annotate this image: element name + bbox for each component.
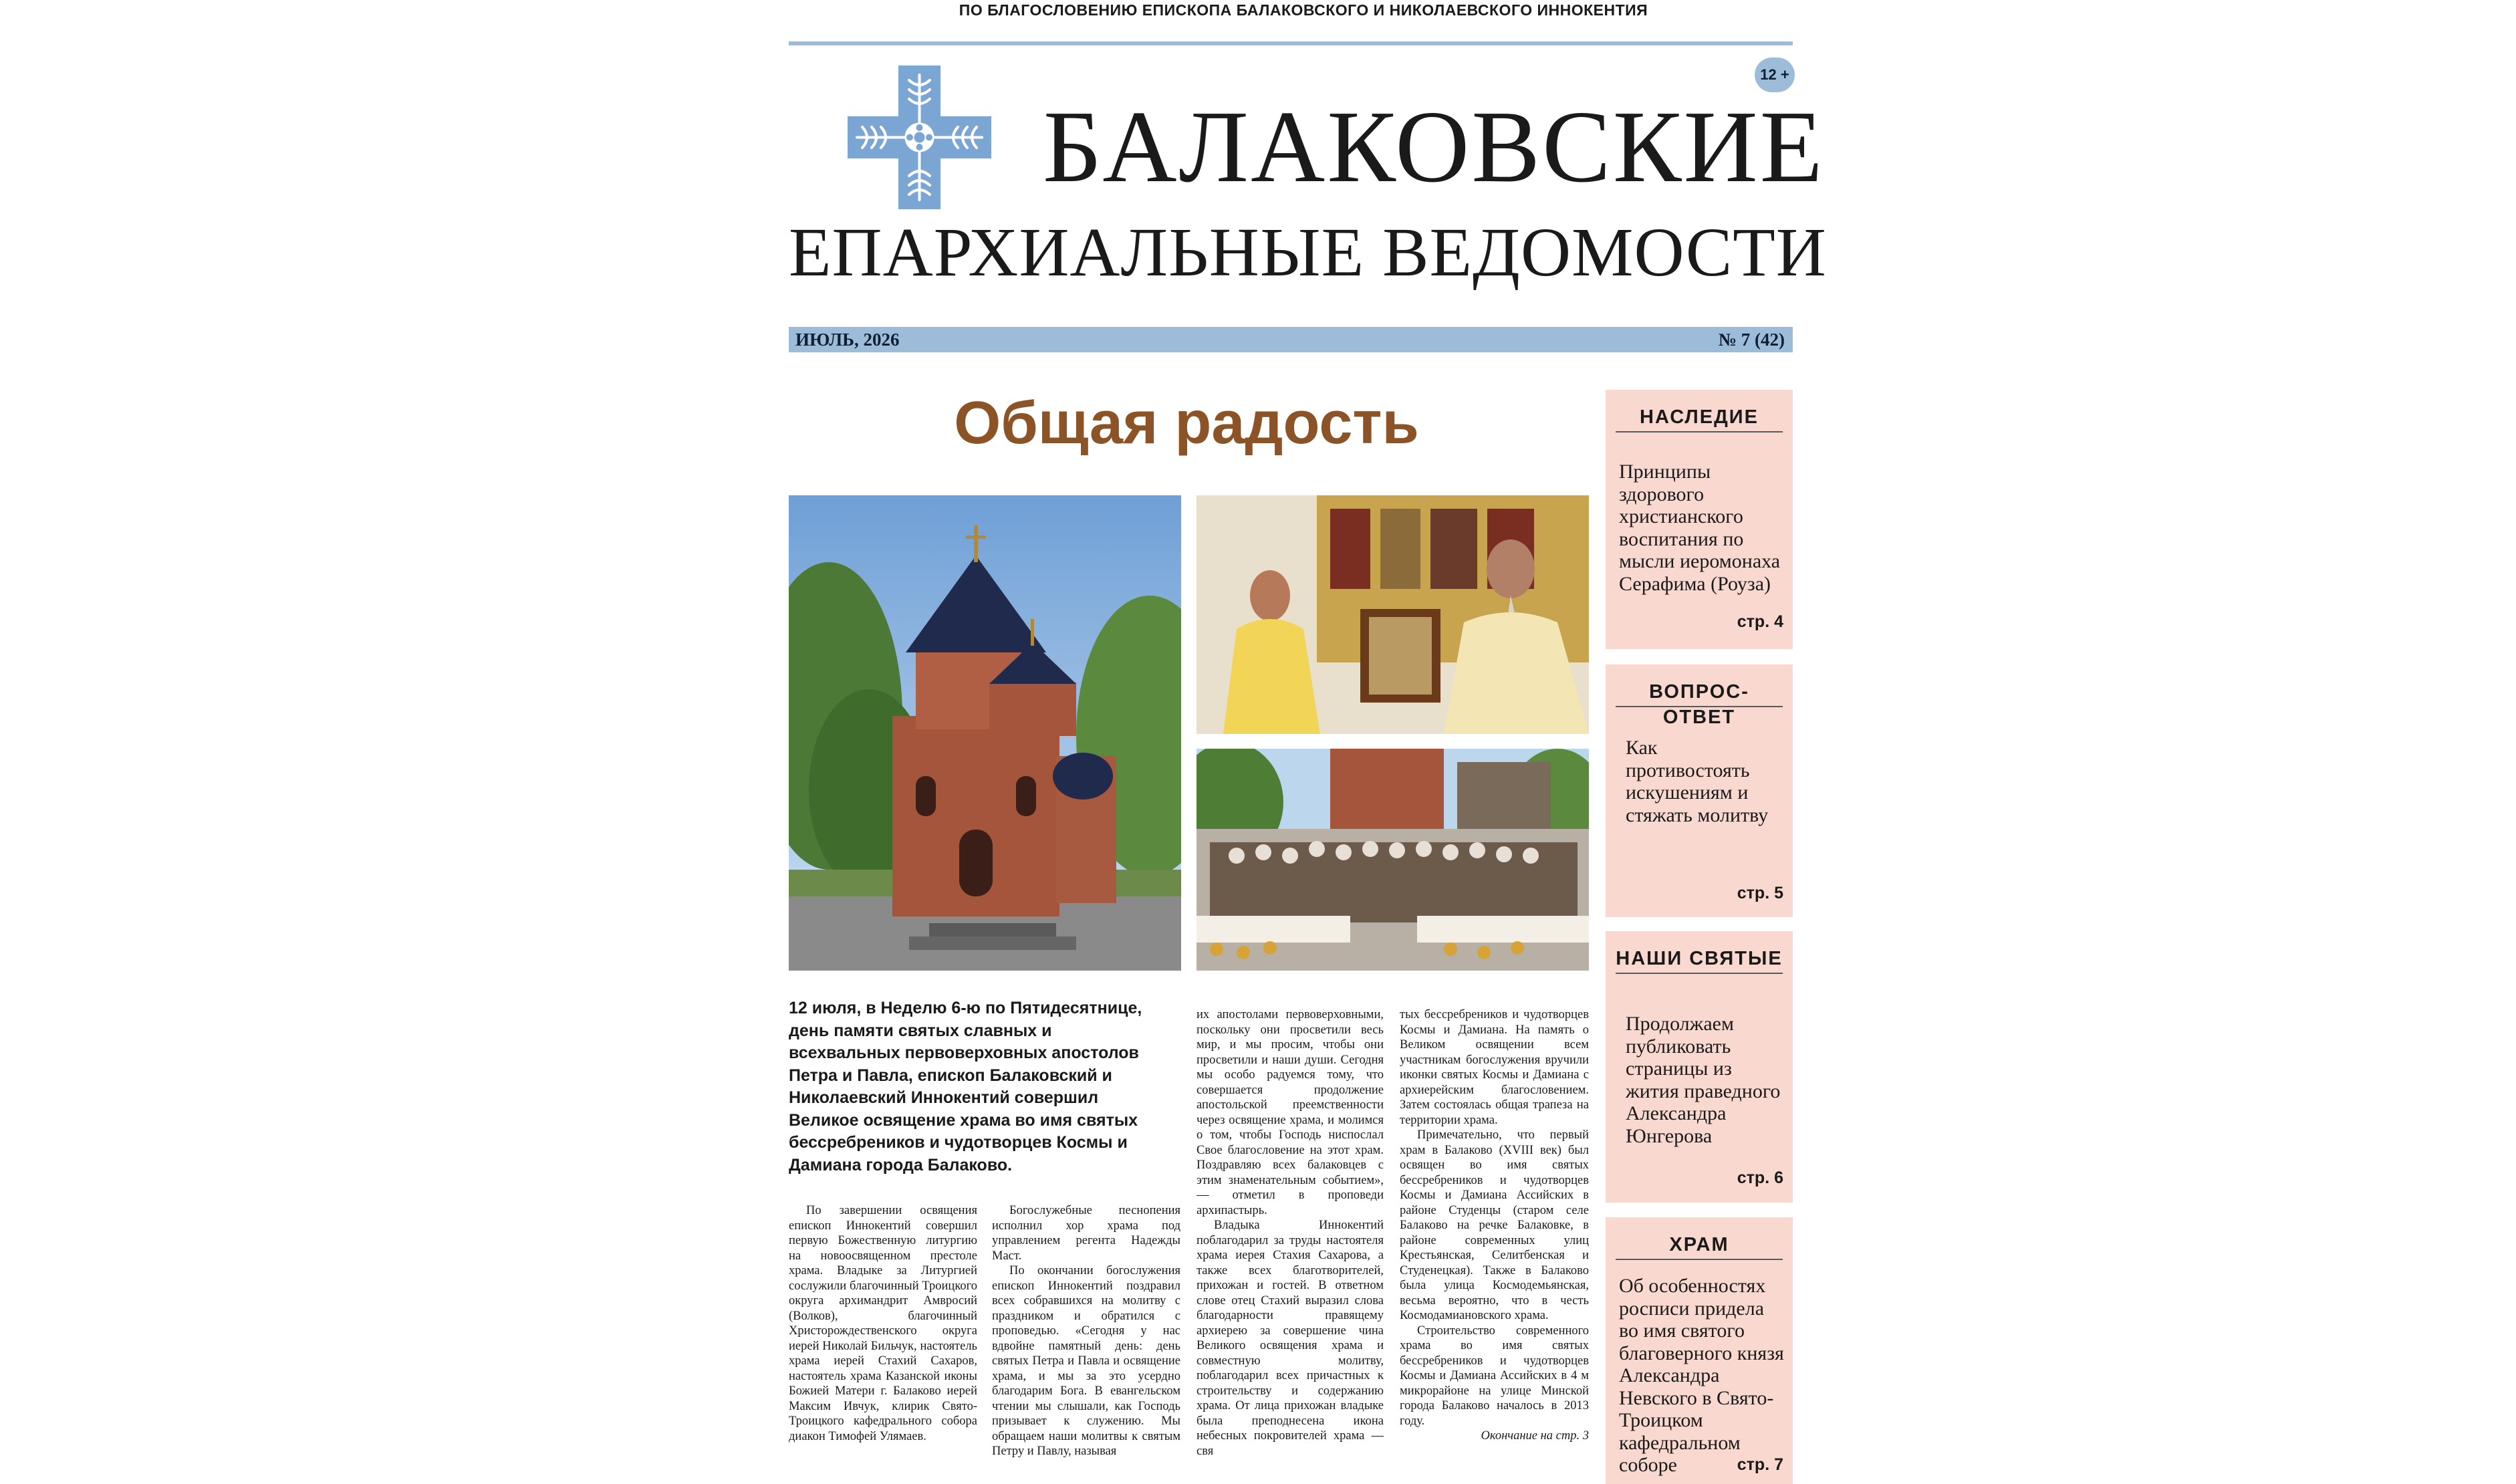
masthead-title-line1: БАЛАКОВСКИЕ [1043, 90, 1825, 204]
sidebar-heading: ХРАМ [1616, 1232, 1783, 1260]
sidebar-text: Об особенностях росписи придела во имя святого благоверного князя Александра Невского в Свято-Троицком кафедральном соборе [1619, 1275, 1784, 1476]
issue-number: № 7 (42) [1718, 330, 1785, 350]
article-column-1 [789, 1203, 977, 1484]
sidebar-heading: НАСЛЕДИЕ [1616, 404, 1783, 432]
sidebar-heading: ВОПРОС-ОТВЕТ [1616, 679, 1783, 707]
sidebar-teaser-heritage[interactable] [1606, 390, 1793, 649]
paragraph: Строительство современного храма во имя святых бессребреников и чудотворцев Космы и Дамиана Ассийских в 4 м микрорайоне на улице Минской города Балаково началось в 2013 году. [1400, 1324, 1589, 1428]
paragraph: Примечательно, что первый храм в Балаково (XVIII век) был освящен во имя святых бессребреников и чудотворцев Космы и Дамиана Ассийских в районе Студенцы (старом селе Балаково на речке Балаковке, в районе современных улиц Крестьянская, Селитбенская и Студенецкая). Также в Балаково была улица Космодемьянская, весьма вероятно, что в честь Космодамиановского храма. [1400, 1128, 1589, 1322]
church-photo [789, 495, 1181, 971]
paragraph: их апостолами первоверховными, поскольку они просветили весь мир, и мы просим, чтобы они просветили и наши души. Сегодня мы особо радуемся тому, что совершается продолжение апостольской преемственности через освящение храма, и молимся о том, чтобы Господь ниспослал Свое благословение на этот храм. Поздравляю всех балаковцев с этим знаменательным событием», — отметил в проповеди архипастырь. [1197, 1008, 1384, 1217]
paragraph: Владыка Иннокентий поблагодарил за труды настоятеля храма иерея Стахия Сахарова, а также всех благотворителей, прихожан и гостей. В ответном слове отец Стахий выразил слова благодарности правящему архиерею за совершение чина Великого освящения храма и совместную молитву, поблагодарил всех причастных к строительству и содержанию храма. От лица прихожан владыке была преподнесена икона небесных покровителей храма — свя [1197, 1219, 1384, 1458]
paragraph: По завершении освящения епископ Иннокентий совершил первую Божественную литургию на новоосвященном престоле храма. Владыке за Литургией сослужили благочинный Троицкого округа архимандрит Амвросий (Волков), благочинный Христорождественского округа иерей Николай Бильчук, настоятель храма иерей Стахий Сахаров, настоятель храма Казанской иконы Божией Матери г. Балаково иерей Максим Ивчук, клирик Свято-Троицкого кафедрального собора диакон Тимофей Улямаев. [789, 1204, 977, 1443]
paragraph: По окончании богослужения епископ Иннокентий поздравил всех собравшихся на молитву с праздником и обратился с проповедью. «Сегодня у нас вдвойне памятный день: день святых Петра и Павла и освящение храма, и мы за это усердно благодарим Бога. В евангельском чтении мы слышали, как Господь призывает к служению. Мы обращаем наши молитвы к святым Петру и Павлу, называя [992, 1264, 1180, 1458]
sidebar-page-ref: стр. 4 [1737, 612, 1783, 631]
parish-crowd-photo [1197, 749, 1589, 971]
icon-presentation-photo [1197, 495, 1589, 734]
sidebar-page-ref: стр. 5 [1737, 884, 1783, 902]
sidebar-text: Продолжаем публиковать страницы из жития праведного Александра Юнгерова [1626, 1013, 1781, 1147]
top-rule [789, 41, 1793, 45]
orthodox-cross-logo-icon [848, 66, 991, 209]
sidebar-heading: НАШИ СВЯТЫЕ [1616, 946, 1783, 974]
article-lead: 12 июля, в Неделю 6-ю по Пятидесятнице, день памяти святых славных и всехвальных первоверховных апостолов Петра и Павла, епископ Балаковский и Николаевский Иннокентий совершил Великое освящение храма во имя святых бессребреников и чудотворцев Космы и Дамиана города Балаково. [789, 999, 1142, 1174]
blessing-line: ПО БЛАГОСЛОВЕНИЮ ЕПИСКОПА БАЛАКОВСКОГО И НИКОЛАЕВСКОГО ИННОКЕНТИЯ [959, 1, 1648, 19]
article-column-3 [1197, 1007, 1384, 1484]
sidebar-page-ref: стр. 7 [1737, 1455, 1783, 1474]
sidebar-page-ref: стр. 6 [1737, 1168, 1783, 1187]
age-rating-badge: 12 + [1755, 57, 1795, 92]
continued-link[interactable]: Окончание на стр. 3 [1481, 1429, 1589, 1443]
masthead-title-line2: ЕПАРХИАЛЬНЫЕ ВЕДОМОСТИ [789, 214, 1827, 291]
article-column-4 [1400, 1007, 1589, 1484]
date-issue-bar [789, 327, 1793, 352]
sidebar-teaser-saints[interactable] [1606, 931, 1793, 1203]
issue-date: ИЮЛЬ, 2026 [795, 330, 900, 350]
paragraph: тых бессребреников и чудотворцев Космы и Дамиана. На память о Великом освящении всем участникам богослужения вручили иконки святых Космы и Дамиана с архиерейским благословением. Затем состоялась общая трапеза на территории храма. [1400, 1008, 1589, 1127]
paragraph: Богослужебные песнопения исполнил хор храма под управлением регента Надежды Маст. [992, 1204, 1180, 1263]
sidebar-text: Как противостоять искушениям и стяжать молитву [1626, 737, 1769, 826]
sidebar-text: Принципы здорового христианского воспитания по мысли иеромонаха Серафима (Роуза) [1619, 461, 1781, 595]
article-headline: Общая радость [954, 390, 1419, 457]
sidebar-teaser-temple[interactable] [1606, 1217, 1793, 1484]
article-column-2 [992, 1203, 1180, 1484]
sidebar-teaser-qa[interactable] [1606, 664, 1793, 917]
